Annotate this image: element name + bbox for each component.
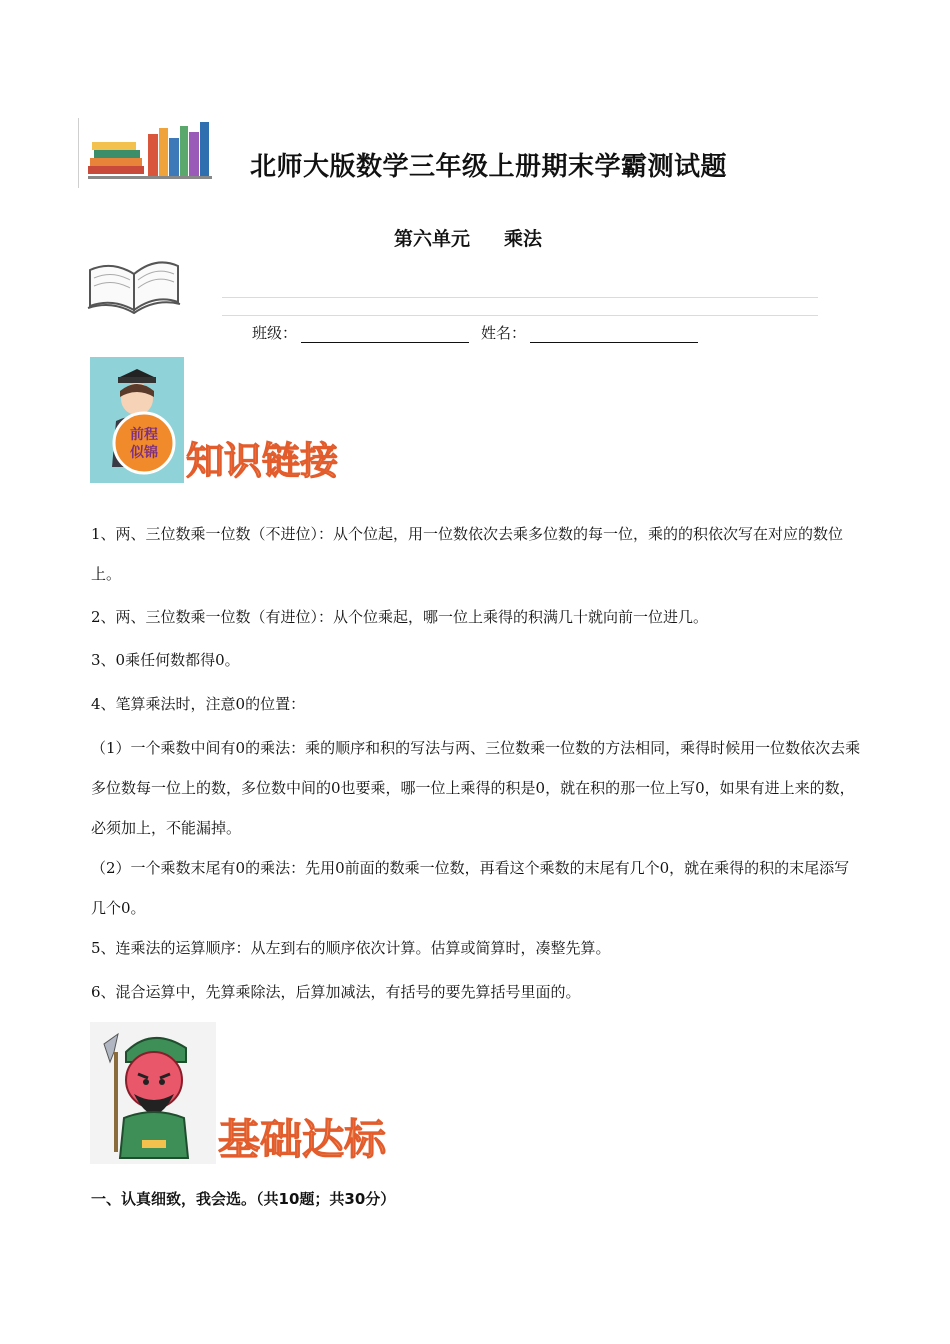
header-rule-bottom <box>222 315 818 316</box>
name-blank[interactable] <box>530 324 698 343</box>
unit-label: 第六单元 <box>394 228 471 250</box>
svg-text:似锦: 似锦 <box>130 445 158 461</box>
books-stack-icon <box>88 120 212 180</box>
knowledge-item-2: 2、两、三位数乘一位数（有进位）：从个位乘起，哪一位上乘得的积满几十就向前一位进几。 <box>91 608 709 626</box>
knowledge-item-1: 1、两、三位数乘一位数（不进位）：从个位起，用一位数依次去乘多位数的每一位，乘的的积依次写在对应的数位上。 <box>91 525 844 583</box>
knowledge-item-4-1: （1）一个乘数中间有0的乘法：乘的顺序和积的写法与两、三位数乘一位数的方法相同，乘得时候用一位数依次去乘多位数每一位上的数，多位数中间的0也要乘，哪一位上乘得的积是0，就在积的那一位上写0，如果有进上来的数，必须加上，不能漏掉。 <box>91 739 861 837</box>
open-book-icon <box>84 250 184 316</box>
basic-banner <box>214 1108 440 1166</box>
general-character-icon <box>90 1022 216 1164</box>
unit-heading <box>394 224 542 251</box>
knowledge-item-4: 4、笔算乘法时，注意0的位置： <box>91 695 306 713</box>
knowledge-item-4-2: （2）一个乘数末尾有0的乘法：先用0前面的数乘一位数，再看这个乘数的末尾有几个0，就在乘得的积的末尾添写几个0。 <box>91 859 850 917</box>
svg-text:前程: 前程 <box>130 427 158 443</box>
page-title: 北师大版数学三年级上册期末学霸测试题 <box>250 152 728 182</box>
basic-banner-text: 基础达标 <box>218 1115 387 1164</box>
name-label: 姓名： <box>481 324 527 342</box>
header-rule-top <box>222 297 818 298</box>
knowledge-item-6: 6、混合运算中，先算乘除法，后算加减法，有括号的要先算括号里面的。 <box>91 983 581 1001</box>
unit-topic: 乘法 <box>504 228 543 250</box>
knowledge-banner-text: 知识链接 <box>186 439 339 483</box>
class-blank[interactable] <box>301 324 469 343</box>
knowledge-banner <box>182 432 378 486</box>
class-label: 班级： <box>252 324 298 342</box>
knowledge-item-3: 3、0乘任何数都得0。 <box>91 651 240 669</box>
graduate-badge-icon <box>90 357 184 483</box>
student-info <box>252 322 710 343</box>
header-divider <box>78 118 79 188</box>
knowledge-item-5: 5、连乘法的运算顺序：从左到右的顺序依次计算。估算或简算时，凑整先算。 <box>91 939 611 957</box>
section-heading: 一、认真细致，我会选。（共10题；共30分） <box>91 1190 396 1208</box>
